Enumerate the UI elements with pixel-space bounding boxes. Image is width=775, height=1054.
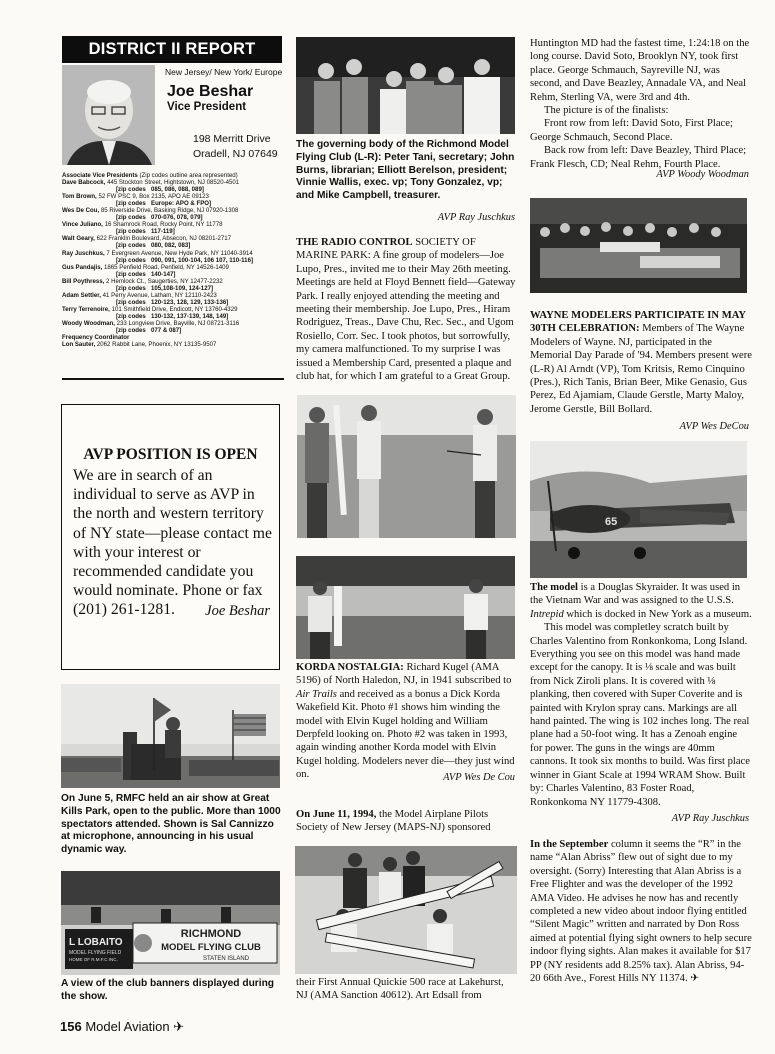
directory-entry-address: 2 Hemlock Ct., Saugerties, NY 12477-2232: [106, 277, 223, 285]
directory-entry-name: Adam Settler,: [62, 291, 101, 299]
frequency-address: 2062 Rabbit Lane, Phoenix, NY 13135-9507: [96, 341, 217, 349]
skyraider-photo: [530, 441, 747, 578]
directory-heading-note: (Zip codes outline area represented): [139, 172, 238, 179]
directory-entry: [62, 320, 284, 327]
caption-banners: A view of the club banners displayed during the show.: [61, 978, 275, 1002]
directory-entry-name: Ray Juschkus,: [62, 249, 105, 257]
korda-lead: KORDA NOSTALGIA:: [296, 662, 404, 673]
directory-entry: [62, 264, 284, 271]
banner-left-lobaito: L LOBAITO: [69, 937, 123, 948]
credit-wes-de-cou-1: AVP Wes De Cou: [443, 772, 515, 783]
zip-values: Europe: APO & FPO]: [151, 200, 212, 208]
article-wayne-modelers: [530, 309, 752, 416]
caption-airshow: On June 5, RMFC held an air show at Great Kills Park, open to the public. More than 1000 spectators attended. Shown is Sal Cannizzo at microphone, announcing in his usual dynamic way.: [61, 793, 281, 856]
directory-entry: [62, 292, 284, 299]
directory-entry-address: 7 Evergreen Avenue, New Hyde Park, NY 11040-3914: [106, 249, 253, 257]
finalists-front-row: Front row from left: David Soto, First Place; George Schmauch, Second Place.: [530, 118, 733, 143]
directory-entry: [62, 250, 284, 257]
vp-name: Joe Beshar: [167, 83, 254, 100]
governing-body-photo: [296, 37, 515, 134]
directory-entry-zips: [62, 186, 284, 193]
avp-box-signature: Joe Beshar: [205, 603, 270, 619]
directory-entry: [62, 207, 284, 214]
finalists-back-row: Back row from left: Dave Beazley, Third Place; Frank Flesch, CD; Neal Rehm, Fourth Place.: [530, 145, 747, 170]
directory-entry-name: Terry Terrenoire,: [62, 305, 110, 313]
zip-label: [zip codes: [116, 312, 146, 320]
directory-divider: [62, 378, 284, 380]
directory-entry-zips: [62, 214, 284, 221]
banner-left-field: MODEL FLYING FIELD: [69, 950, 122, 956]
directory-entry-address: 622 Franklin Boulevard, Absecon, NJ 08201-2717: [96, 235, 232, 243]
zip-label: [zip codes: [116, 242, 146, 250]
directory-entry-address: 1865 Penfield Road, Penfield, NY 14526-1409: [104, 263, 229, 271]
wayne-modelers-photo: [530, 198, 747, 293]
wayne-lead: WAYNE MODELERS PARTICIPATE IN MAY 30TH CELEBRATION:: [530, 310, 746, 335]
directory-entry-zips: [62, 327, 284, 334]
directory-entry: [62, 306, 284, 313]
directory-entry-name: Vince Juliano,: [62, 221, 103, 229]
directory-entry-name: Dave Babcock,: [62, 179, 106, 187]
directory-entry-zips: [62, 257, 284, 264]
quickie-top-body: Huntington MD had the fastest time, 1:24:18 on the long course. David Soto, Brooklyn NY, took first place. George Schmauch, Sayreville NJ, was second, and Dave Beazley, Annadale VA, and Neal Rehm, Sterling VA, were 3rd and 4th.: [530, 38, 750, 103]
banner-left-home: HOME OF R.M.F.C INC.: [69, 957, 118, 962]
zip-values: 090, 091, 100-104, 106 107, 110-116]: [151, 256, 253, 264]
vp-title: Vice President: [167, 101, 247, 113]
directory-entry-name: Walt Geary,: [62, 235, 95, 243]
directory-entry-address: 16 Shamrock Road, Rocky Point, NY 11778: [104, 221, 223, 229]
korda-photo-2: [296, 556, 515, 659]
directory-entry-zips: [62, 242, 284, 249]
zip-label: [zip codes: [116, 327, 146, 335]
zip-values: 120-123, 128, 129, 133-136]: [151, 298, 229, 306]
banner-text-richmond: RICHMOND: [180, 928, 242, 940]
directory-entry-address: 52 FW PSC 9, Box 2135, APO AE 09123: [98, 193, 209, 201]
zip-label: [zip codes: [116, 200, 146, 208]
directory-entry-zips: [62, 271, 284, 278]
zip-values: 077 & 087]: [151, 327, 182, 335]
article-alan-abriss: [530, 838, 752, 985]
korda-body-1: Richard Kugel (AMA 5196) of North Haledon, NJ, in 1941 subscribed to: [296, 662, 512, 687]
directory-entry-name: Wes De Cou,: [62, 207, 100, 215]
banner-text-staten: STATEN ISLAND: [202, 956, 250, 962]
wayne-body: Members of The Wayne Modelers of Wayne. NJ, participated in the Memorial Day Parade of '94. Members present were (L-R) Al Arndt (VP), Tom Kritsis, Remo Cinquino (Pres.), Rich Tanis, Brian Beer, Mike Genasio, Gus Perez, Ed Ajamiam, Claude Gerstle, Marty Maloy, Jerome Gerstle, Bill Bollard.: [530, 323, 752, 415]
zip-values: 080, 082, 083]: [151, 242, 191, 250]
directory-entry: [62, 193, 284, 200]
article-maps-nj: [296, 808, 518, 835]
model-body-2: which is docked in New York as a museum.: [566, 608, 752, 620]
zip-label: [zip codes: [116, 270, 146, 278]
finalists-intro: The picture is of the finalists:: [544, 105, 669, 117]
article-skyraider-model: [530, 581, 752, 809]
directory-entry-address: 101 Smithfield Drive, Endicott, NY 13760-4329: [111, 305, 238, 313]
maps-lead: On June 11, 1994,: [296, 809, 377, 820]
model-italic: Intrepid: [530, 608, 564, 620]
rc-body: A fine group of modelers—Joe Lupo, Pres., invited me to their May 26th meeting. Meetings are held at Floyd Bennett field—Gateway Park. I really enjoyed attending the meeting and meeting their membership. Joe Lupo, Pres., Hiram Rodriguez, Treas., Dave Chu, Rec. Sec., and Ugom Rosiello, Corr. Sec. I took photos, but sorrowfully, my camera malfunctioned. To my surprise I was issued a Membership Card, presented a plaque and club hat, for which I am grateful to a Great Group.: [296, 250, 516, 383]
zip-values: 140-147]: [151, 270, 176, 278]
directory-entry-zips: [62, 200, 284, 207]
directory-entry-zips: [62, 313, 284, 320]
rc-lead: THE RADIO CONTROL: [296, 237, 413, 248]
region-label: New Jersey/ New York/ Europe: [165, 67, 283, 77]
airplane-icon: ✈: [173, 1019, 185, 1034]
avp-position-box: [61, 404, 280, 670]
korda-italic: Air Trails: [296, 688, 337, 700]
zip-values: 070-076, 078, 079]: [151, 214, 203, 222]
zip-values: 130-132, 137-139, 148, 149]: [151, 312, 229, 320]
model-lead: The model: [530, 582, 578, 593]
model-body-1: is a Douglas Skyraider. It was used in the Vietnam War and was assigned to the U.S.S.: [530, 582, 741, 607]
quickie-race-photo: [295, 846, 517, 974]
banner-text-club: MODEL FLYING CLUB: [161, 942, 261, 953]
zip-label: [zip codes: [116, 186, 146, 194]
page-footer: [60, 1019, 184, 1035]
credit-wes-decou-2: AVP Wes DeCou: [679, 421, 749, 432]
directory-entry-address: 445 Stockton Street, Hightstown, NJ 08520-4501: [107, 179, 240, 187]
zip-label: [zip codes: [116, 228, 146, 236]
directory-heading: Associate Vice Presidents: [62, 172, 138, 179]
zip-label: [zip codes: [116, 214, 146, 222]
airshow-photo: [61, 684, 280, 788]
directory-entry: [62, 278, 284, 285]
club-banners-photo: [61, 871, 280, 975]
directory-entry-zips: [62, 299, 284, 306]
caption-governing-body: The governing body of the Richmond Model Flying Club (L-R): Peter Tani, secretary; John Burns, librarian; Elliott Berelson, president; Vinnie Wallis, exec. vp; Tony Gonzalez, vp; and Mike Campbell, treasurer.: [296, 139, 515, 202]
directory-entry-name: Gus Pandajis,: [62, 263, 103, 271]
avp-box-heading: AVP POSITION IS OPEN: [83, 446, 258, 463]
maps-body-end: their First Annual Quickie 500 race at Lakehurst, NJ (AMA Sanction 40612). Art Edsall from: [296, 977, 504, 1002]
directory-entry-address: 85 Riverside Drive, Basking Ridge, NJ 07920-1308: [100, 207, 239, 215]
zip-values: 105,108-109, 124-127]: [151, 284, 214, 292]
article-korda-nostalgia: [296, 661, 518, 782]
svg-text:65: 65: [605, 516, 618, 528]
directory-entry-name: Tom Brown,: [62, 193, 97, 201]
district-report-header: DISTRICT II REPORT: [62, 36, 282, 63]
vp-address-line1: 198 Merritt Drive: [193, 133, 271, 145]
directory-entry: [62, 235, 284, 242]
directory-entry-name: Woody Woodman,: [62, 319, 115, 327]
directory-entry: [62, 221, 284, 228]
credit-ray-juschkus-2: AVP Ray Juschkus: [671, 813, 749, 824]
korda-photo-1: [297, 395, 516, 538]
zip-label: [zip codes: [116, 256, 146, 264]
maps-body: the Model Airplane Pilots Society of New Jersey (MAPS-NJ) sponsored: [296, 809, 491, 834]
credit-ray-juschkus-1: AVP Ray Juschkus: [437, 212, 515, 223]
page-number: 156: [60, 1019, 82, 1034]
model-body-3: This model was completley scratch built by Charles Valentino from Ronkonkoma, Long Island. Everything you see on this model was hand made except for the canopy. It is ⅛ scale and was built from Nick Ziroli plans. It is covered with ⅛ planking, then covered with Super Coverite and is painted with Krylon spray cans. Markings are all hand painted. The wing is 102 inches long. The real plane had a 50-foot wing. It has a Zenoah engine for power. The guns in the wings are 40mm cannons. It took six months to build. Was first place winner in Giant Scale at 1994 WRAM Show. Built by: Charles Valentino, 83 Foster Road, Ronkonkoma NY 11779-4308.: [530, 622, 750, 808]
frequency-name: Lon Sauter,: [62, 341, 96, 349]
zip-label: [zip codes: [116, 298, 146, 306]
zip-values: 117-119]: [151, 228, 175, 236]
portrait-photo: [62, 65, 155, 165]
article-quickie-results: [530, 37, 752, 171]
directory-entry-address: 233 Longview Drive, Bayville, NJ 08721-3116: [116, 319, 240, 327]
sept-lead: In the September: [530, 839, 609, 850]
avp-directory: [62, 172, 284, 348]
sept-body: column it seems the “R” in the name “Alan Abriss” flew out of sight due to my oversight. (Sorry) Interesting that Alan Abriss is a Free Flighter and was the developer of the 1992 AMA Video. He advises he now has and recently completed a new video about indoor flying entitled “Silent Magic” written and narrated by Don Ross aimed at potential flying sight owners to help secure indoor flying sights. Alan makes it available for $17 PP (NY residents add 8.25% tax). Alan Abriss, 94-20 66th Ave., Forest Hills NY 11374.: [530, 839, 752, 985]
magazine-name: Model Aviation: [85, 1019, 170, 1034]
directory-entry-zips: [62, 285, 284, 292]
credit-woody-woodman: AVP Woody Woodman: [656, 169, 749, 180]
vp-address-line2: Oradell, NJ 07649: [193, 148, 278, 160]
directory-entry-name: Bill Poythress,: [62, 277, 105, 285]
end-airplane-icon: ✈: [690, 973, 700, 985]
article-radio-control: [296, 236, 518, 383]
korda-body-2: and received as a bonus a Dick Korda Wakefield Kit. Photo #1 shows him winding the model with Elvin Kugel holding and William Derpfeld looking on. Photo #2 was taken in 1993, again winding another Korda model with Elvin Kugel holding. Modelers never die—they just wind on.: [296, 688, 515, 781]
zip-values: 085, 086, 088, 089]: [151, 186, 204, 194]
directory-entry-zips: [62, 228, 284, 235]
rc-lead-2: SOCIETY OF MARINE PARK:: [296, 237, 476, 262]
zip-label: [zip codes: [116, 284, 146, 292]
frequency-heading: Frequency Coordinator: [62, 334, 130, 342]
avp-box-body: We are in search of an individual to serve as AVP in the north and western territory of NY state—please contact me with your interest or recommended candidate you would nominate. Phone or fax (201) 261-1281.: [73, 467, 272, 619]
directory-entry: [62, 179, 284, 186]
directory-entry-address: 41 Perry Avenue, Latham, NY 12110-2423: [102, 291, 217, 299]
